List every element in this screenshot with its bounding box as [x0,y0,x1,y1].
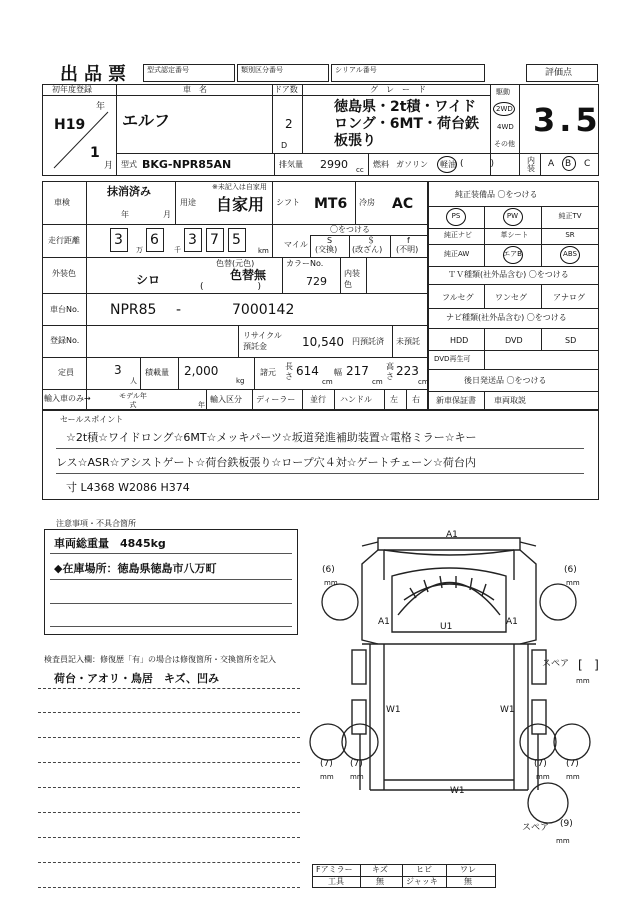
tv-item-2: ワンセグ [495,293,527,302]
handle-right: 右 [412,395,420,404]
mileage-unit-km: km [258,247,269,255]
legend-v4: 無 [464,877,472,886]
capacity-label: 定員 [58,368,74,377]
capacity-unit: 人 [130,377,137,385]
notes-line1: 車両総重量 4845kg [54,537,166,550]
recycle-value: 10,540 [302,335,344,349]
mileage-s: S [327,236,333,245]
interior-c: C [584,159,591,169]
first-reg-month: 1 [90,145,100,161]
diagram-a1-left: A1 [378,617,390,627]
grade-line2: ロング・6MT・荷台鉄 [334,116,479,132]
inspection-value: 抹消済み [107,185,151,198]
fuel-label: 燃料 [373,160,389,169]
fuel-diesel: 軽油 [440,160,456,169]
mileage-digit: 3 [114,232,123,248]
equipment-item: PS [451,212,461,220]
spec-label: 諸元 [260,368,276,377]
doors-suffix: D [281,141,288,150]
diagram-u1: U1 [440,622,453,632]
inspection-year-label: 年 [121,210,129,219]
legend-h1: Fアミラー [316,865,353,874]
tire-rr2-mm: mm [566,773,580,781]
shift-label: シフト [276,198,300,207]
year-label: 年 [96,102,106,112]
recycle-done: 円預託済 [352,337,384,346]
after-item-1: 新車保証書 [436,396,476,405]
drive-other: その他 [494,140,515,148]
mileage-f-sub: (不明) [396,245,419,254]
color-change-value: 色替無 [230,268,267,282]
equipment-item: SR [565,231,575,239]
first-reg-label: 初年度登録 [52,85,92,94]
doors-label: ドア数 [274,85,298,94]
equipment-item: 純正ナビ [444,231,472,239]
tv-title: ＴＶ種類(社外品含む) 〇をつける [448,270,569,279]
displacement-value: 2990 [320,158,348,171]
width-value: 217 [346,364,369,378]
equipment-item: ABS [563,250,577,258]
page-title: 出品票 [60,64,132,85]
class-label: 類別区分番号 [241,66,283,74]
displacement-unit: cc [356,166,364,174]
interior-b: B [565,159,572,169]
tire-rr1-value: (7) [534,759,547,769]
model-value: BKG-NPR85AN [142,158,232,171]
colorno-value: 729 [306,275,327,288]
tire-rr1-mm: mm [536,773,550,781]
mileage-f: f [407,236,410,245]
tire-fl-mm: mm [324,579,338,587]
sales-line1: ☆2t積☆ワイドロング☆6MT☆メッキパーツ☆坂道発進補助装置☆電格ミラー☆キー [66,431,477,444]
equipment-item: エアB [503,250,522,258]
tire-rl1-mm: mm [320,773,334,781]
grade-line3: 板張り [334,133,376,149]
import-parallel: 並行 [310,395,326,404]
height-label: 高さ [386,362,394,381]
spare-label-bottom: スペア [522,823,550,833]
color-change-label: 色替(元色) [216,259,255,268]
handle-left: 左 [390,395,398,404]
len-value: 614 [296,364,319,378]
fuel-gas: ガソリン [396,160,428,169]
diagram-w1-bottom: W1 [450,786,465,796]
mile-label: マイル [284,240,308,249]
shift-value: MT6 [314,196,348,212]
notes-label: 注意事項・不具合箇所 [56,519,136,528]
navi-item-3: SD [565,336,577,345]
chassis-label: 車台No. [50,305,80,314]
rating-label: 評価点 [545,68,573,78]
score: 3.5 [533,101,602,139]
legend-v2: 無 [376,877,384,886]
inspector-label: 検査員記入欄：修復歴「有」の場合は修復箇所・交換箇所を記入 [44,655,276,664]
doors-value: 2 [285,117,293,131]
equipment-title: 純正装備品 〇をつける [455,190,538,199]
legend-h4: ワレ [460,865,476,874]
spare-bottom-value: (9) [560,819,573,829]
interior-color-label: 内装色 [344,269,360,289]
drive-label: 駆動 [496,88,510,96]
color-label: 外装色 [52,269,76,278]
inspection-label: 車検 [54,198,70,207]
mileage-digit: 7 [210,232,219,248]
mileage-label: 走行距離 [48,236,80,245]
tire-rr2-value: (7) [566,759,579,769]
equipment-item: 純正AW [444,250,470,258]
len-label: 長さ [285,362,293,381]
legend-v3: ジャッキ [406,877,438,886]
registration-label: 登録No. [50,336,80,345]
diagram-a1-top: A1 [446,530,458,540]
height-unit: cm [418,378,429,386]
load-label: 積載量 [145,368,169,377]
mileage-circle-label: 〇をつける [330,225,370,234]
inspection-month-label: 月 [163,210,171,219]
diagram-w1-right: W1 [500,705,515,715]
interior-label: 内装 [527,156,535,173]
date-slash [50,108,112,172]
recycle-label: リサイクル預託金 [243,331,282,351]
interior-a: A [548,159,555,169]
displacement-label: 排気量 [279,160,303,169]
tire-fl-value: (6) [322,565,335,575]
dvd-label: DVD再生可 [434,355,471,363]
color-value: シロ [136,273,161,287]
navi-item-1: HDD [450,336,469,345]
recycle-not: 未預託 [396,337,420,346]
grade-line1: 徳島県・2t積・ワイド [334,99,477,115]
equipment-item: 純正TV [558,212,582,220]
detail-table [42,181,428,410]
grade-label: グ レ ー ド [370,85,426,94]
import-label: 輸入車のみ→ [44,394,91,403]
navi-title: ナビ種類(社外品含む) 〇をつける [446,313,567,322]
legend-v1: 工具 [328,877,344,886]
mileage-t: ＄ [367,236,375,245]
handle-label: ハンドル [340,395,372,404]
form-cert-label: 型式認定番号 [147,66,189,74]
spare-top-mm: mm [576,677,590,685]
legend-h2: キズ [372,865,388,874]
spare-label-top: スペア [542,659,570,669]
height-value: 223 [396,364,419,378]
mileage-digit: 6 [150,232,159,248]
month-label: 月 [104,161,114,171]
first-reg-year: H19 [54,117,86,133]
tv-item-3: アナログ [553,293,585,302]
serial-label: シリアル番号 [335,66,377,74]
tire-fr-value: (6) [564,565,577,575]
chassis-number: 7000142 [232,302,295,318]
tire-fr-mm: mm [566,579,580,587]
import-dealer: ディーラー [256,395,296,404]
navi-item-2: DVD [505,336,523,345]
mileage-t-sub: (改ざん) [352,245,383,254]
mileage-unit-man: 万 [136,246,143,254]
len-unit: cm [322,378,333,386]
chassis-dash: - [176,302,182,318]
colorno-label: カラーNo. [286,259,324,268]
mileage-digit: 3 [188,232,197,248]
spare-top-paren: [ ] [578,658,599,672]
mileage-unit-sen: 千 [174,246,181,254]
fuel-paren: ( ) [460,159,495,169]
mileage-s-sub: (交換) [315,245,338,254]
inspection-note: ※未記入は自家用 [212,183,267,191]
sales-line2: レス☆ASR☆アシストゲート☆荷台鉄板張り☆ロープ穴４対☆ゲートチェーン☆荷台内 [56,456,476,469]
drive-4wd: 4WD [497,123,514,131]
truck-diagram [300,520,600,860]
car-name: エルフ [122,111,171,130]
equipment-item: PW [506,212,519,220]
tire-rl1-value: (7) [320,759,333,769]
import-class-label: 輸入区分 [210,395,242,404]
inspection-use-label: 用途 [180,198,196,207]
diagram-a1-right: A1 [506,617,518,627]
mileage-digit: 5 [232,232,241,248]
spare-bottom-mm: mm [556,837,570,845]
load-unit: kg [236,377,245,385]
import-year-label: 年 [198,401,205,409]
inspection-use-value: 自家用 [216,195,265,214]
car-name-label: 車 名 [183,85,207,94]
equipment-item: 革シート [500,231,529,239]
tire-rl2-mm: mm [350,773,364,781]
tire-rl2-value: (7) [350,759,363,769]
aircon-value: AC [392,196,414,212]
chassis-prefix: NPR85 [110,302,157,318]
legend-h3: ヒビ [416,865,432,874]
drive-2wd: 2WD [496,105,513,113]
width-label: 幅 [334,368,342,377]
after-item-2: 車両取説 [494,396,526,405]
capacity-value: 3 [114,363,122,377]
inspector-line1: 荷台・アオリ・鳥居 キズ、凹み [54,672,219,685]
model-year-label: モデル年式 [119,392,147,409]
tv-item-1: フルセグ [442,293,474,302]
sales-line3: 寸 L4368 W2086 H374 [66,481,190,494]
diagram-w1-left: W1 [386,705,401,715]
width-unit: cm [372,378,383,386]
color-change-paren: ( ) [200,282,262,292]
aircon-label: 冷房 [359,198,375,207]
model-label: 型式 [121,160,137,169]
load-value: 2,000 [184,364,219,378]
after-title: 後日発送品 〇をつける [464,376,547,385]
sales-label: セールスポイント [60,415,124,424]
notes-line2: ◆在庫場所：徳島県徳島市八万町 [54,562,217,575]
